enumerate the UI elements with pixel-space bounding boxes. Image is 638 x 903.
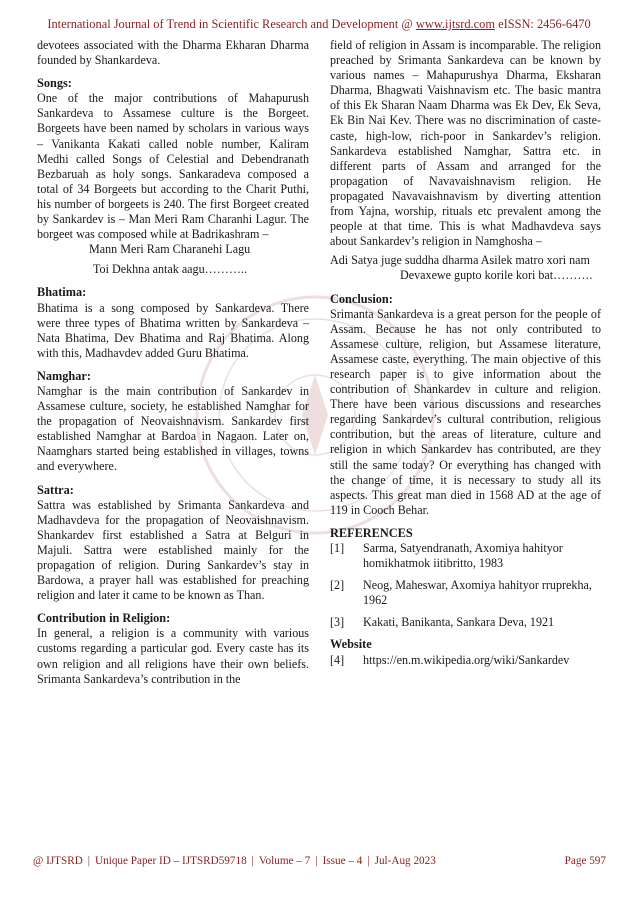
- reference-item: [330, 653, 601, 668]
- songs-paragraph: One of the major contributions of Mahapurush Sankardeva to Assamese culture is the Borgeet. Borgeets have been named by scholars in various ways – Vanikanta Kakati called noble number, Kaliram Medhi called Songs of Celestial and Debendranath Bezbaruah as holy songs. Sankaradeva composed a total of 34 Borgeets but according to the Charit Puthi, his number of borgeets is 240. The first Borgeet created by Sankardev is – Man Meri Ram Charanhi Lagur. The borgeet was composed while at Badrikashram –: [37, 91, 309, 242]
- journal-website-link[interactable]: www.ijtsrd.com: [415, 17, 495, 31]
- bhatima-heading: Bhatima:: [37, 285, 87, 300]
- website-list: [330, 653, 601, 668]
- songs-heading: Songs:: [37, 76, 72, 91]
- verse-line: Mann Meri Ram Charanehi Lagu: [89, 242, 251, 257]
- footer-page-number: Page 597: [564, 855, 606, 867]
- reference-item: [330, 615, 601, 630]
- verse-line: Devaxewe gupto korile kori bat……….: [400, 268, 593, 283]
- footer-paper-id: Unique Paper ID – IJTSRD59718: [95, 855, 247, 867]
- reference-link[interactable]: https://en.m.wikipedia.org/wiki/Sankardev: [363, 652, 570, 667]
- reference-number: [1]: [330, 541, 345, 555]
- reference-list: [330, 541, 601, 630]
- verse-line: Toi Dekhna antak aagu………..: [93, 262, 247, 277]
- references-heading: REFERENCES: [330, 525, 413, 540]
- reference-text: Kakati, Banikanta, Sankara Deva, 1921: [363, 615, 555, 630]
- namghar-heading: Namghar:: [37, 368, 91, 383]
- bhatima-paragraph: Bhatima is a song composed by Sankardeva. There were three types of Bhatima written by Sankardeva – Nata Bhatima, Dev Bhatima and Raj Bhatima. Along with this, Madhavdev added Guru Bhatima.: [37, 300, 309, 360]
- reference-number: [2]: [330, 578, 345, 593]
- reference-number: [4]: [330, 652, 345, 667]
- reference-item: [330, 578, 601, 608]
- namghar-paragraph: Namghar is the main contribution of Sankardev in Assamese culture, society, he established Namghar for the propagation of Neovaishnavism. Sankardev first established Namghar at Bardoa in Nagaon. Later on, Naamghars started being established in villages, towns and everywhere.: [37, 383, 309, 474]
- religion-heading: Contribution in Religion:: [37, 611, 171, 626]
- religion-paragraph: In general, a religion is a community with various customs regarding a particular god. Every caste has its own religion and all religions have their own beliefs. Srimanta Sankardeva’s contribution in the: [37, 626, 309, 686]
- footer-journal: @ IJTSRD: [33, 855, 83, 867]
- footer-volume: Volume – 7: [258, 855, 311, 867]
- conclusion-paragraph: Srimanta Sankardeva is a great person for the people of Assam. Because he has not only contributed to Assamese culture, religion, but Assamese literature, Assamese caste, everything. The main objective of this research paper is to give information about the contribution of Shankardev in culture and religion. There have been various discussions and researches regarding Sankardev’s cultural contribution, religious contribution, but the areas of literature, culture and religion in which Sankardev has contributed, are they still the same today? Or everything has changed with the change of time, it is necessary to study all its aspects. This great man died in 1568 AD at the age of 119 in Cooch Behar.: [330, 306, 601, 517]
- header-issn: eISSN: 2456-6470: [498, 17, 591, 31]
- intro-paragraph: devotees associated with the Dharma Ekharan Dharma founded by Shankardeva.: [37, 38, 309, 68]
- reference-item: [330, 541, 601, 571]
- sattra-paragraph: Sattra was established by Srimanta Sankardeva and Madhavdeva for the propagation of Neovaishnavism. Shankardev first established a Satra at Belguri in Majuli. Sattra were established mainly for the propagation of religion. During Sankardev’s stay in Bardowa, a prayer hall was established for preaching religion and later it came to be known as Than.: [37, 497, 309, 603]
- sattra-heading: Sattra:: [37, 482, 74, 497]
- right-column: [330, 38, 601, 675]
- page-footer: @ IJTSRD | Unique Paper ID – IJTSRD59718 | Volume – 7 | Issue – 4 | Jul-Aug 2023 Page 597: [33, 855, 606, 867]
- conclusion-heading: Conclusion:: [330, 291, 393, 306]
- website-heading: Website: [330, 637, 372, 652]
- verse-line: Adi Satya juge suddha dharma Asilek matro xori nam: [330, 253, 590, 268]
- left-column: [37, 38, 309, 687]
- journal-header: [0, 17, 638, 32]
- reference-text: Neog, Maheswar, Axomiya hahityor rruprekha, 1962: [363, 578, 592, 608]
- header-prefix: International Journal of Trend in Scientific Research and Development @: [47, 17, 413, 31]
- footer-issue: Issue – 4: [322, 855, 363, 867]
- religion-continued-paragraph: field of religion in Assam is incomparable. The religion preached by Srimanta Sankardeva can be known by various names – Mahapurushya Dharma, Eksharan Dharma, Bhagwati Vaishnavism etc. The basic mantra of this Ek Sharan Naam Dharma was Ek Dev, Ek Seva, Ek Bin Nai Kev. There was no discrimination of caste-caste, high-low, rich-poor in Sankardev’s religion. Sankardeva established Namghar, Sattra etc. in different parts of Assam and arranged for the propagation of Navavaishnavism religion. He propagated Navavaishnavism by diverting attention from Yajna, worship, rituals etc prevalent among the people at that time. This is what Madhavdeva says about Sankardev’s religion in Namghosha –: [330, 38, 601, 249]
- reference-text: Sarma, Satyendranath, Axomiya hahityor homikhatmok iitibritto, 1983: [363, 541, 563, 571]
- reference-number: [3]: [330, 615, 345, 630]
- footer-date: Jul-Aug 2023: [374, 855, 436, 867]
